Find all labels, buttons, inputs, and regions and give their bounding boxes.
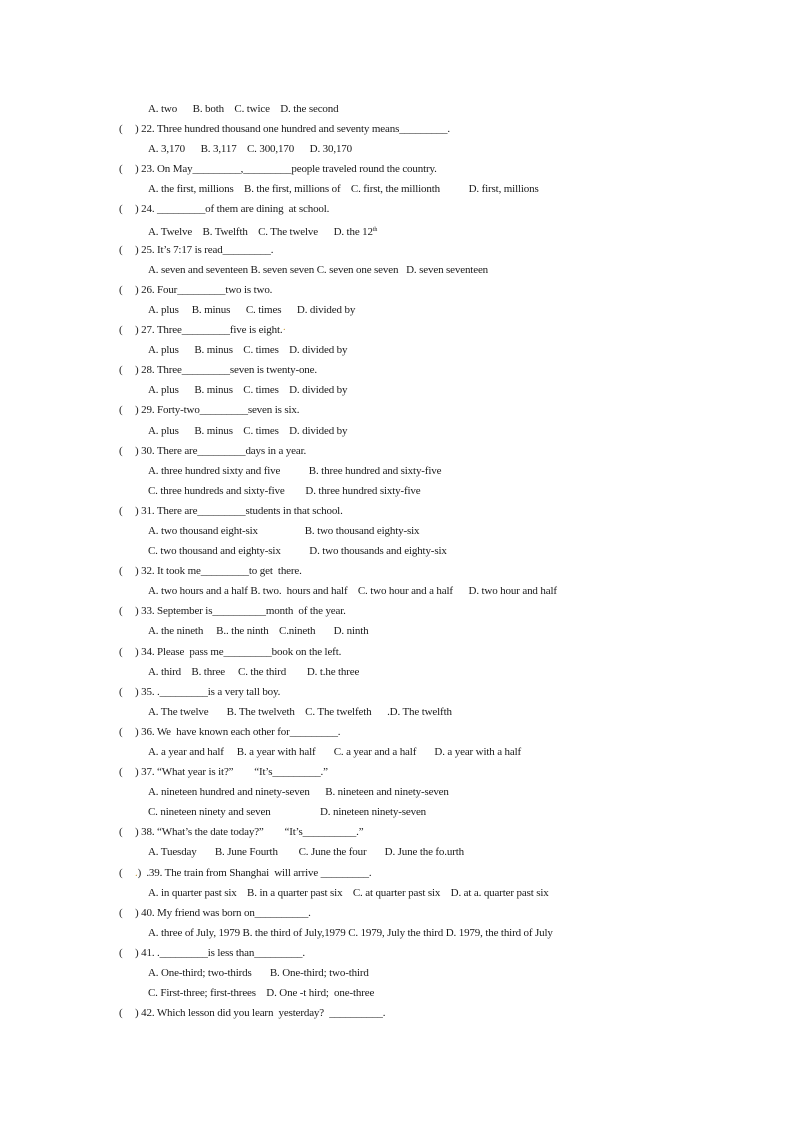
question-line xyxy=(0,822,794,842)
answer-blank-parens: ( xyxy=(119,163,123,176)
question-line xyxy=(0,682,794,702)
options-text: A. 3,170 B. 3,117 C. 300,170 D. 30,170 xyxy=(148,143,353,156)
answer-blank-close: ) 41. xyxy=(135,946,158,959)
answer-blank-close: ) 23. xyxy=(135,163,158,176)
answer-blank-parens: ( xyxy=(119,685,123,698)
answer-blank-close: ) 38. xyxy=(135,826,158,839)
question-line xyxy=(0,320,794,340)
options-line xyxy=(0,380,794,400)
options-line xyxy=(0,983,794,1003)
options-line xyxy=(0,662,794,682)
question-text: .39. The train from Shanghai will arrive _________. xyxy=(146,866,372,879)
question-line xyxy=(0,762,794,782)
answer-blank-parens: ( xyxy=(119,243,123,256)
answer-blank-close: ) 29. xyxy=(135,404,158,417)
question-line xyxy=(0,1003,794,1023)
answer-blank-parens: ( xyxy=(119,364,123,377)
options-line xyxy=(0,521,794,541)
question-text: It’s 7:17 is read_________. xyxy=(157,243,274,256)
answer-blank-parens: ( xyxy=(119,203,123,216)
answer-blank-close: ) 34. xyxy=(135,645,158,658)
answer-blank-close: ) 30. xyxy=(135,444,157,457)
question-text: ._________is a very tall boy. xyxy=(157,685,281,698)
question-line xyxy=(0,400,794,420)
question-line xyxy=(0,943,794,963)
question-text: Please pass me_________book on the left. xyxy=(157,645,342,658)
options-text: A. plus B. minus C. times D. divided by xyxy=(148,424,348,437)
options-text: C. First-three; first-threes D. One -t hird; one-three xyxy=(148,987,375,1000)
answer-blank-parens: ( xyxy=(119,565,123,578)
ordinal-superscript: th xyxy=(372,226,378,233)
options-text: A. two thousand eight-six B. two thousand eighty-six xyxy=(148,524,420,537)
answer-blank-close: .) xyxy=(135,866,147,879)
options-text: A. The twelve B. The twelveth C. The twelfeth .D. The twelfth xyxy=(148,705,452,718)
answer-blank-close: ) 40. xyxy=(135,906,158,919)
question-line xyxy=(0,601,794,621)
options-line xyxy=(0,541,794,561)
options-text: A. two hours and a half B. two. hours and half C. two hour and a half D. two hour and half xyxy=(148,585,557,598)
answer-blank-parens: ( xyxy=(119,866,123,879)
question-line xyxy=(0,722,794,742)
answer-blank-parens: ( xyxy=(119,605,123,618)
answer-blank-close: ) 26. xyxy=(135,283,158,296)
options-line xyxy=(0,883,794,903)
question-line xyxy=(0,199,794,219)
question-list xyxy=(0,99,794,1023)
question-line xyxy=(0,360,794,380)
options-text: A. third B. three C. the third D. t.he three xyxy=(148,665,360,678)
answer-blank-close: ) 32. xyxy=(135,565,158,578)
options-line xyxy=(0,742,794,762)
options-line xyxy=(0,923,794,943)
question-text: “What’s the date today?” “It’s__________.” xyxy=(157,826,364,839)
answer-blank-close: ) 31. xyxy=(135,504,157,517)
answer-blank-close: ) 28. xyxy=(135,364,157,377)
answer-blank-close: ) 42. xyxy=(135,1007,157,1020)
question-line xyxy=(0,119,794,139)
options-text: A. plus B. minus C. times D. divided by xyxy=(148,303,356,316)
options-text: A. the first, millions B. the first, millions of C. first, the millionth D. first, millions xyxy=(148,183,539,196)
answer-blank-close: ) 33. xyxy=(135,605,158,618)
options-text: A. in quarter past six B. in a quarter past six C. at quarter past six D. at a. quarter past six xyxy=(148,886,549,899)
options-line xyxy=(0,481,794,501)
options-line xyxy=(0,802,794,822)
options-text: A. three hundred sixty and five B. three hundred and sixty-five xyxy=(148,464,442,477)
question-line xyxy=(0,903,794,923)
answer-blank-close: ) 37. xyxy=(135,766,158,779)
question-line xyxy=(0,159,794,179)
options-text: A. Twelve B. Twelfth C. The twelve D. the 12 xyxy=(148,225,373,238)
question-line xyxy=(0,561,794,581)
answer-blank-close: ) 22. xyxy=(135,123,157,136)
question-text: Three hundred thousand one hundred and seventy means_________. xyxy=(156,123,450,136)
question-text: Three_________five is eight. xyxy=(156,324,283,337)
question-line xyxy=(0,642,794,662)
options-line xyxy=(0,702,794,722)
options-text: A. seven and seventeen B. seven seven C. seven one seven D. seven seventeen xyxy=(148,263,489,276)
options-text: C. two thousand and eighty-six D. two thousands and eighty-six xyxy=(148,545,447,558)
question-line xyxy=(0,501,794,521)
question-text: _________of them are dining at school. xyxy=(157,203,330,216)
options-text: A. a year and half B. a year with half C. a year and a half D. a year with a half xyxy=(148,746,522,758)
options-line xyxy=(0,220,794,240)
answer-blank-parens: ( xyxy=(119,826,123,839)
answer-blank-close: ) 35. xyxy=(135,685,158,698)
answer-blank-parens: ( xyxy=(119,906,123,919)
answer-blank-parens: ( xyxy=(119,1007,123,1020)
question-text: “What year is it?” “It’s_________.” xyxy=(157,766,328,779)
options-line xyxy=(0,581,794,601)
options-line xyxy=(0,300,794,320)
question-line xyxy=(0,863,794,883)
options-text: A. nineteen hundred and ninety-seven B. nineteen and ninety-seven xyxy=(148,786,449,799)
question-text: Forty-two_________seven is six. xyxy=(157,404,300,417)
answer-blank-parens: ( xyxy=(119,645,123,658)
options-line xyxy=(0,139,794,159)
stray-mark: · xyxy=(282,324,286,337)
options-line xyxy=(0,260,794,280)
question-text: There are_________days in a year. xyxy=(156,444,307,457)
options-line xyxy=(0,421,794,441)
question-line xyxy=(0,280,794,300)
options-text: A. One-third; two-thirds B. One-third; two-third xyxy=(148,967,369,980)
question-text: September is__________month of the year. xyxy=(157,605,346,618)
options-text: A. the nineth B.. the ninth C.nineth D. ninth xyxy=(148,625,369,638)
options-text: A. plus B. minus C. times D. divided by xyxy=(148,344,348,357)
options-line xyxy=(0,963,794,983)
options-text: C. three hundreds and sixty-five D. three hundred sixty-five xyxy=(148,484,421,497)
options-line xyxy=(0,461,794,481)
question-text: Four_________two is two. xyxy=(157,283,273,296)
question-text: We have known each other for_________. xyxy=(156,725,341,738)
answer-blank-close: ) 24. xyxy=(135,203,158,216)
options-line xyxy=(0,340,794,360)
answer-blank-close: ) 36. xyxy=(135,725,157,738)
question-text: There are_________students in that school. xyxy=(156,504,343,517)
options-text: A. Tuesday B. June Fourth C. June the four D. June the fo.urth xyxy=(148,846,465,859)
question-text: On May_________,_________people traveled round the country. xyxy=(157,163,437,176)
options-line xyxy=(0,842,794,862)
question-line xyxy=(0,240,794,260)
answer-blank-parens: ( xyxy=(119,324,123,337)
options-line xyxy=(0,179,794,199)
options-line xyxy=(0,621,794,641)
answer-blank-parens: ( xyxy=(119,283,123,296)
options-line xyxy=(0,99,794,119)
options-line xyxy=(0,782,794,802)
options-text: C. nineteen ninety and seven D. nineteen ninety-seven xyxy=(148,806,427,819)
question-text: It took me_________to get there. xyxy=(157,565,302,578)
question-text: Which lesson did you learn yesterday? __________. xyxy=(156,1007,386,1020)
answer-blank-parens: ( xyxy=(119,444,123,457)
answer-blank-parens: ( xyxy=(119,123,123,136)
options-text: A. two B. both C. twice D. the second xyxy=(148,103,339,115)
options-text: A. plus B. minus C. times D. divided by xyxy=(148,384,348,397)
answer-blank-parens: ( xyxy=(119,504,123,517)
answer-blank-parens: ( xyxy=(119,404,123,417)
question-line xyxy=(0,441,794,461)
answer-blank-close: ) 27. xyxy=(135,324,157,337)
question-text: My friend was born on__________. xyxy=(157,906,311,919)
answer-blank-parens: ( xyxy=(119,766,123,779)
question-text: ._________is less than_________. xyxy=(157,946,305,959)
question-text: Three_________seven is twenty-one. xyxy=(156,364,317,377)
answer-blank-parens: ( xyxy=(119,725,123,738)
options-text: A. three of July, 1979 B. the third of July,1979 C. 1979, July the third D. 1979, the third of July xyxy=(148,926,553,939)
answer-blank-parens: ( xyxy=(119,946,123,959)
answer-blank-close: ) 25. xyxy=(135,243,158,256)
